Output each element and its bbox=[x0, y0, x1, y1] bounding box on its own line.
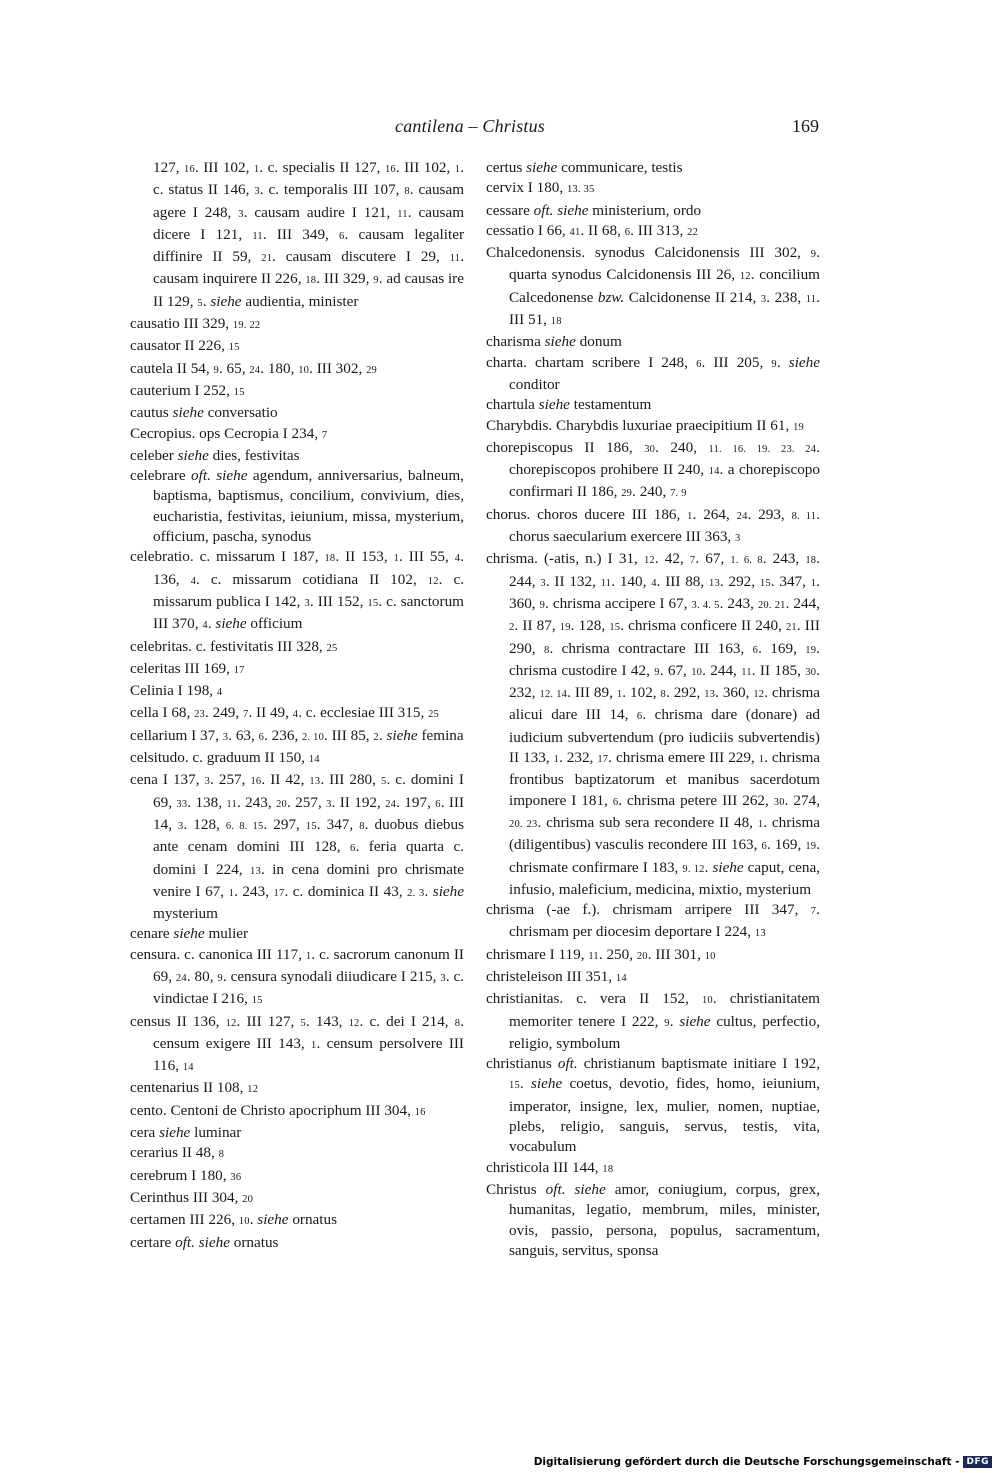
index-entry: cena I 137, 3. 257, 16. II 42, 13. III 280, 5. c. domini I 69, 33. 138, 11. 243, 20. 257, 3. II 192, 24. 197, 6. III 14, 3. 128, 6. 8. 15. 297, 15. 347, 8. duobus diebus ante cenam domini III 128, 6. feria quarta c. domini I 224, 13. in cena domini pro chrismate venire I 67, 1. 243, 17. c. dominica II 43, 2. 3. siehe mysterium bbox=[130, 771, 465, 923]
index-entry: chorepiscopus II 186, 30. 240, 11. 16. 19. 23. 24. chorepiscopos prohibere II 240, 14. a chorepiscopo confirmari II 186, 29. 240, 7. 9 bbox=[486, 438, 821, 501]
index-entry: charisma siehe donum bbox=[486, 333, 622, 351]
index-entry: celeber siehe dies, festivitas bbox=[130, 446, 300, 464]
dfg-logo: DFG bbox=[963, 1456, 992, 1468]
funding-footer bbox=[534, 1456, 992, 1468]
index-entry: celebrare oft. siehe agendum, anniversarius, balneum, baptisma, baptismus, concilium, convivium, dies, eucharistia, festivitas, ieiunium, missa, mysterium, officium, pascha, synodus bbox=[130, 467, 464, 546]
index-entry: chrismare I 119, 11. 250, 20. III 301, 10 bbox=[486, 945, 716, 963]
index-entry: certamen III 226, 10. siehe ornatus bbox=[130, 1211, 338, 1229]
index-entry: christianitas. c. vera II 152, 10. christianitatem memoriter tenere I 222, 9. siehe cultus, perfectio, religio, symbolum bbox=[486, 990, 820, 1052]
index-entry: Charybdis. Charybdis luxuriae praecipitium II 61, 19 bbox=[486, 416, 804, 434]
index-entry: Cerinthus III 304, 20 bbox=[130, 1188, 254, 1206]
index-entry: christeleison III 351, 14 bbox=[486, 967, 627, 985]
index-entry: celeritas III 169, 17 bbox=[130, 659, 245, 677]
index-entry: cauterium I 252, 15 bbox=[130, 381, 245, 399]
index-entry: certare oft. siehe ornatus bbox=[130, 1233, 279, 1251]
index-entry: Christus oft. siehe amor, coniugium, corpus, grex, humanitas, legatio, membrum, miles, minister, ovis, passio, persona, populus, sacramentum, sanguis, servitus, sponsa bbox=[486, 1180, 820, 1259]
index-entry: chrisma. (-atis, n.) I 31, 12. 42, 7. 67, 1. 6. 8. 243, 18. 244, 3. II 132, 11. 140, 4. III 88, 13. 292, 15. 347, 1. 360, 9. chrisma accipere I 67, 3. 4. 5. 243, 20. 21. 244, 2. II 87, 19. 128, 15. chrisma conficere II 240, 21. III 290, 8. chrisma contractare III 163, 6. 169, 19. chrisma custodire I 42, 9. 67, 10. 244, 11. II 185, 30. 232, 12. 14. III 89, 1. 102, 8. 292, 13. 360, 12. chrisma alicui dare III 14, 6. chrisma dare (donare) ad iudicium subvertendum (pro iudiciis subvertendis) II 133, 1. 232, 17. chrisma emere III 229, 1. chrisma frontibus baptizatorum et manibus sacerdotum imponere I 181, 6. chrisma petere III 262, 30. 274, 20. 23. chrisma sub sera recondere II 48, 1. chrisma (diligentibus) vasculis recondere III 163, 6. 169, 19. chrismate confirmare I 183, 9. 12. siehe caput, cena, infusio, maleficium, medicina, mixtio, mysterium bbox=[486, 550, 821, 898]
index-entry: cautus siehe conversatio bbox=[130, 404, 278, 422]
index-entry: causatio III 329, 19. 22 bbox=[130, 315, 261, 333]
index-entry: christicola III 144, 18 bbox=[486, 1158, 614, 1176]
index-entry: chartula siehe testamentum bbox=[486, 396, 652, 414]
index-entry: centenarius II 108, 12 bbox=[130, 1079, 259, 1097]
index-column-left bbox=[130, 158, 464, 1253]
index-entry: cervix I 180, 13. 35 bbox=[486, 179, 595, 197]
index-entry: cerebrum I 180, 36 bbox=[130, 1166, 242, 1184]
index-entry: cessatio I 66, 41. II 68, 6. III 313, 22 bbox=[486, 221, 699, 239]
index-entry: christianus oft. christianum baptismate initiare I 192, 15. siehe coetus, devotio, fides, homo, ieiunium, imperator, insigne, lex, mulier, nomen, nuptiae, plebs, religio, sanguis, servus, testis, vita, vocabulum bbox=[486, 1055, 821, 1156]
index-entry: chorus. choros ducere III 186, 1. 264, 24. 293, 8. 11. chorus saecularium exercere III 363, 3 bbox=[486, 505, 820, 546]
index-entry: Celinia I 198, 4 bbox=[130, 682, 223, 700]
index-entry: celebritas. c. festivitatis III 328, 25 bbox=[130, 637, 338, 655]
index-entry: cento. Centoni de Christo apocriphum III 304, 16 bbox=[130, 1101, 426, 1119]
index-entry: charta. chartam scribere I 248, 6. III 205, 9. siehe conditor bbox=[486, 353, 820, 393]
index-entry: cera siehe luminar bbox=[130, 1124, 242, 1142]
index-entry: certus siehe communicare, testis bbox=[486, 159, 683, 176]
index-entry: celsitudo. c. graduum II 150, 14 bbox=[130, 749, 320, 767]
index-entry: cerarius II 48, 8 bbox=[130, 1144, 225, 1162]
index-column-right bbox=[486, 158, 820, 1261]
page-number: 169 bbox=[792, 116, 819, 136]
index-entry: cella I 68, 23. 249, 7. II 49, 4. c. ecclesiae III 315, 25 bbox=[130, 704, 439, 722]
index-entry: cellarium I 37, 3. 63, 6. 236, 2. 10. III 85, 2. siehe femina bbox=[130, 726, 464, 744]
index-entry: censura. c. canonica III 117, 1. c. sacrorum canonum II 69, 24. 80, 9. censura synodali diiudicare I 215, 3. c. vindictae I 216, 15 bbox=[130, 945, 465, 1008]
index-entry: 127, 16. III 102, 1. c. specialis II 127, 16. III 102, 1. c. status II 146, 3. c. temporalis III 107, 8. causam agere I 248, 3. causam audire I 121, 11. causam dicere I 121, 11. III 349, 6. causam legaliter diffinire II 59, 21. causam discutere I 29, 11. causam inquirere II 226, 18. III 329, 9. ad causas ire II 129, 5. siehe audientia, minister bbox=[153, 159, 465, 310]
index-entry: cenare siehe mulier bbox=[130, 925, 249, 943]
index-entry: Chalcedonensis. synodus Calcidonensis III 302, 9. quarta synodus Calcidonensis III 26, 12. concilium Calcedonense bzw. Calcidonense II 214, 3. 238, 11. III 51, 18 bbox=[486, 244, 821, 329]
index-entry: celebratio. c. missarum I 187, 18. II 153, 1. III 55, 4. 136, 4. c. missarum cotidiana II 102, 12. c. missarum publica I 142, 3. III 152, 15. c. sanctorum III 370, 4. siehe officium bbox=[130, 548, 465, 633]
index-entry: cautela II 54, 9. 65, 24. 180, 10. III 302, 29 bbox=[130, 359, 377, 377]
index-entry: chrisma (-ae f.). chrismam arripere III 347, 7. chrismam per diocesim deportare I 224, 13 bbox=[486, 901, 820, 941]
index-entry: cessare oft. siehe ministerium, ordo bbox=[486, 201, 702, 219]
index-entry: causator II 226, 15 bbox=[130, 337, 240, 355]
index-entry: census II 136, 12. III 127, 5. 143, 12. c. dei I 214, 8. censum exigere III 143, 1. censum persolvere III 116, 14 bbox=[130, 1012, 464, 1075]
index-entry: Cecropius. ops Cecropia I 234, 7 bbox=[130, 424, 328, 442]
funding-notice: Digitalisierung gefördert durch die Deutsche Forschungsgemeinschaft - bbox=[533, 1456, 960, 1468]
running-head: cantilena – Christus bbox=[395, 116, 546, 136]
